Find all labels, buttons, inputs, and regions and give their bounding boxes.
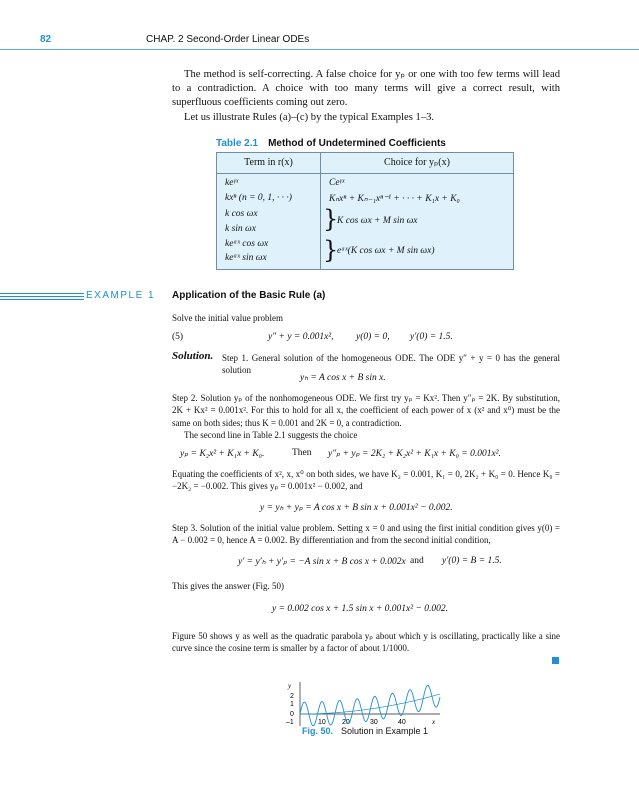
x-tick-label: 30 xyxy=(370,719,378,726)
table-col-choice: Choice for yₚ(x) xyxy=(384,157,450,168)
closing-text: Figure 50 shows y as well as the quadratic parabola yₚ about which y is oscillating, practically like a sine curve since the cosine term is smaller by a factor of about 1/1000. xyxy=(172,631,560,654)
x-tick-label: 10 xyxy=(318,719,326,726)
equation-number: (5) xyxy=(172,332,184,342)
brace-symbol: } xyxy=(323,236,339,264)
table-term: kxⁿ (n = 0, 1, · · ·) xyxy=(225,193,292,203)
end-of-example-icon xyxy=(552,657,559,664)
derivative-condition: y′(0) = B = 1.5. xyxy=(442,556,502,566)
table-term: keᵞˣ xyxy=(225,178,239,188)
step-2-paragraph: Step 2. Solution yₚ of the nonhomogeneous ODE. We first try yₚ = Kx². Then y″ₚ = 2K. By substitution, 2K + Kx² = 0.001x². For this to hold for all x, the coefficient of each power of x (x² and x⁰) must be the same on both sides; thus K = 0.001 and 2K = 0, a contradiction. xyxy=(172,393,560,428)
table-title: Method of Undetermined Coefficients xyxy=(268,138,446,149)
step-2-text xyxy=(172,392,560,441)
and-word: and xyxy=(410,556,424,566)
step-1-text: Step 1. General solution of the homogeneous ODE. The ODE y″ + y = 0 has the general solution xyxy=(222,353,560,376)
intro-paragraph-1: The method is self-correcting. A false choice for yₚ or one with too few terms will lead to a contradiction. A choice with too many terms will give a correct result, with superfluous coefficients coming out zero. xyxy=(172,69,560,109)
solution-heading: Solution. xyxy=(172,350,214,362)
header-rule xyxy=(0,49,639,50)
x-tick-label: 40 xyxy=(398,719,406,726)
x-tick-label: 20 xyxy=(342,719,350,726)
table-choice: Ceᵞˣ xyxy=(329,178,345,188)
figure-caption xyxy=(302,726,428,736)
table-term: k sin ωx xyxy=(225,224,256,234)
brace-symbol: } xyxy=(323,205,339,233)
table-col-term: Term in r(x) xyxy=(244,157,293,168)
table-number: Table 2.1 xyxy=(216,138,259,149)
figure-caption-text: Solution in Example 1 xyxy=(341,726,429,736)
initial-condition-1: y(0) = 0, xyxy=(356,332,390,342)
table-term: k cos ωx xyxy=(225,209,258,219)
intro-text xyxy=(172,68,560,125)
homogeneous-solution: yₕ = A cos x + B sin x. xyxy=(300,373,386,383)
table-caption xyxy=(216,138,446,149)
equating-text: Equating the coefficients of x², x, x⁰ on both sides, we have K₂ = 0.001, K₁ = 0, 2K₂ + K₀ = 0. Hence K₀ = −2K₂ = −0.002. This gives yₚ = 0.001x² − 0.002, and xyxy=(172,469,560,492)
example-title: Application of the Basic Rule (a) xyxy=(172,290,326,301)
then-word: Then xyxy=(292,448,312,458)
y-axis-label: y xyxy=(288,682,292,690)
ivp-equation: y″ + y = 0.001x², xyxy=(268,332,334,342)
running-header xyxy=(0,34,639,56)
coefficients-table xyxy=(216,152,514,270)
final-answer: y = 0.002 cos x + 1.5 sin x + 0.001x² − 0.002. xyxy=(272,604,448,614)
example-label: EXAMPLE 1 xyxy=(86,290,156,301)
table-term: keᵅˣ sin ωx xyxy=(225,253,267,263)
table-suggestion: The second line in Table 2.1 suggests the choice xyxy=(184,429,358,440)
x-axis-label: x xyxy=(432,718,436,726)
table-choice: K cos ωx + M sin ωx xyxy=(337,216,418,226)
table-choice: eᵅˣ(K cos ωx + M sin ωx) xyxy=(337,246,435,256)
y-tick-label: 2 xyxy=(290,693,294,700)
y-tick-label: 0 xyxy=(290,711,294,718)
step-3-text: Step 3. Solution of the initial value problem. Setting x = 0 and using the first initial condition gives y(0) = A − 0.002 = 0, hence A = 0.002. By differentiation and from the second initial condition, xyxy=(172,523,560,546)
table-term: keᵅˣ cos ωx xyxy=(225,239,269,249)
table-choice: Kₙxⁿ + Kₙ₋₁xⁿ⁻¹ + · · · + K₁x + K₀ xyxy=(329,194,460,204)
initial-condition-2: y′(0) = 1.5. xyxy=(410,332,453,342)
example-prompt: Solve the initial value problem xyxy=(172,313,283,323)
substitution-equation: y″ₚ + yₚ = 2K₂ + K₂x² + K₁x + K₀ = 0.001x². xyxy=(328,449,501,459)
figure-number: Fig. 50. xyxy=(302,726,334,736)
page-number: 82 xyxy=(40,34,52,45)
answer-intro: This gives the answer (Fig. 50) xyxy=(172,581,284,591)
table-divider xyxy=(320,153,321,269)
general-solution: y = yₕ + yₚ = A cos x + B sin x + 0.001x² − 0.002. xyxy=(260,503,453,513)
y-tick-label: 1 xyxy=(290,701,294,708)
y-tick-label: –1 xyxy=(286,719,294,726)
chapter-title: CHAP. 2 Second-Order Linear ODEs xyxy=(146,34,310,45)
particular-choice: yₚ = K₂x² + K₁x + K₀. xyxy=(180,449,265,459)
intro-paragraph-2: Let us illustrate Rules (a)–(c) by the typical Examples 1–3. xyxy=(184,111,435,123)
derivative-equation: y′ = y′ₕ + y′ₚ = −A sin x + B cos x + 0.002x xyxy=(238,557,406,567)
